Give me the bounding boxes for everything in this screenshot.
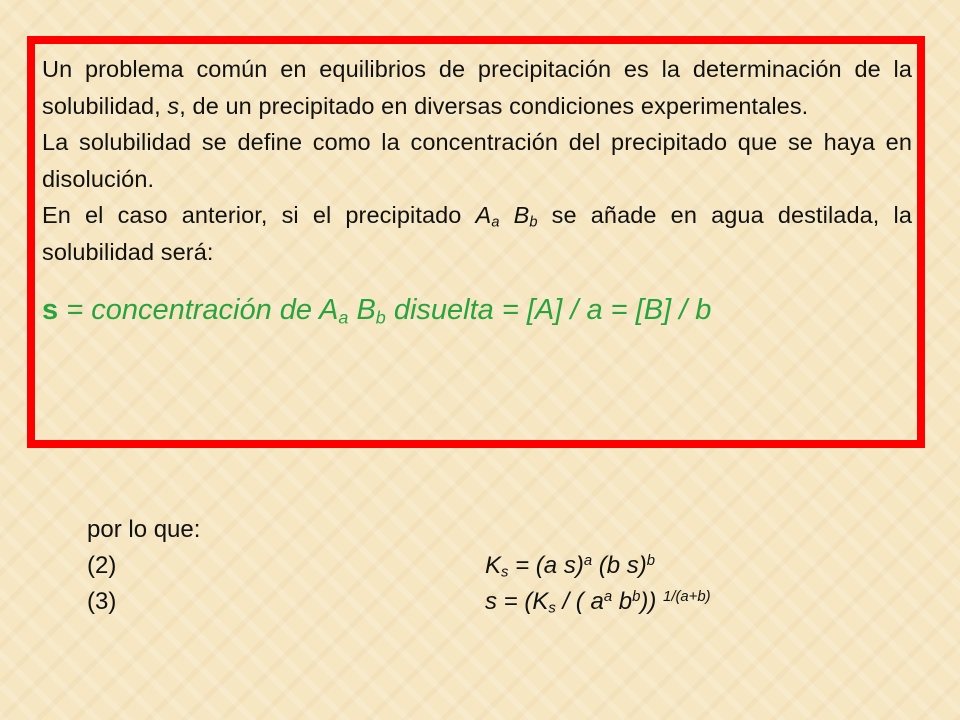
equation-row-2 [87,548,867,584]
equation-row-3 [87,584,867,620]
eq-text: s = (K [485,588,549,615]
equation-label-3: (3) [87,588,117,615]
eq-exponent: 1/(a+b) [663,588,711,605]
equation-label-2: (2) [87,552,117,579]
eq-superscript: a [603,588,613,605]
eq-subscript: s [501,564,509,581]
equation-ks [485,548,655,584]
eq-text: = (a s) [508,552,584,579]
formula-s: s [42,294,59,326]
formula-text: = concentración de A [58,294,339,326]
eq-superscript: b [646,552,656,569]
eq-text: / ( a [555,588,604,615]
paragraph-solubility-definition: La solubilidad se define como la concentración del precipitado que se haya en disolución. [42,129,912,192]
formula-text: B [348,294,376,326]
subscript-a: a [491,214,500,231]
eq-subscript: s [548,600,556,617]
text-segment: , de un precipitado en diversas condiciones experimentales. [179,92,809,119]
equations-intro: por lo que: [87,516,201,543]
species-A: A [475,202,492,228]
text-segment: se añade en agua destilada, la solubilidad será: [42,202,912,265]
formula-text: disuelta = [A] / a = [B] / b [385,294,712,326]
eq-text: b [612,588,633,615]
subscript-b: b [529,214,538,231]
eq-superscript: b [632,588,641,605]
eq-text: K [485,552,502,579]
text-segment: En el caso anterior, si el precipitado [42,202,476,228]
highlight-box [27,36,925,448]
formula-subscript-b: b [375,307,386,328]
solubility-symbol: s [167,92,180,119]
species-B: B [513,202,530,228]
eq-text: (b s) [592,552,647,579]
eq-text: )) [640,588,664,615]
text-segment: Un problema común en equilibrios de precipitación es la determinación de la solubilidad, [42,56,912,119]
equation-s [485,584,711,620]
solubility-formula [42,290,912,330]
paragraph-case [42,197,912,270]
equations-block [87,512,867,620]
formula-subscript-a: a [338,307,349,328]
paragraph-definition-problem [42,51,912,124]
eq-superscript: a [583,552,593,569]
